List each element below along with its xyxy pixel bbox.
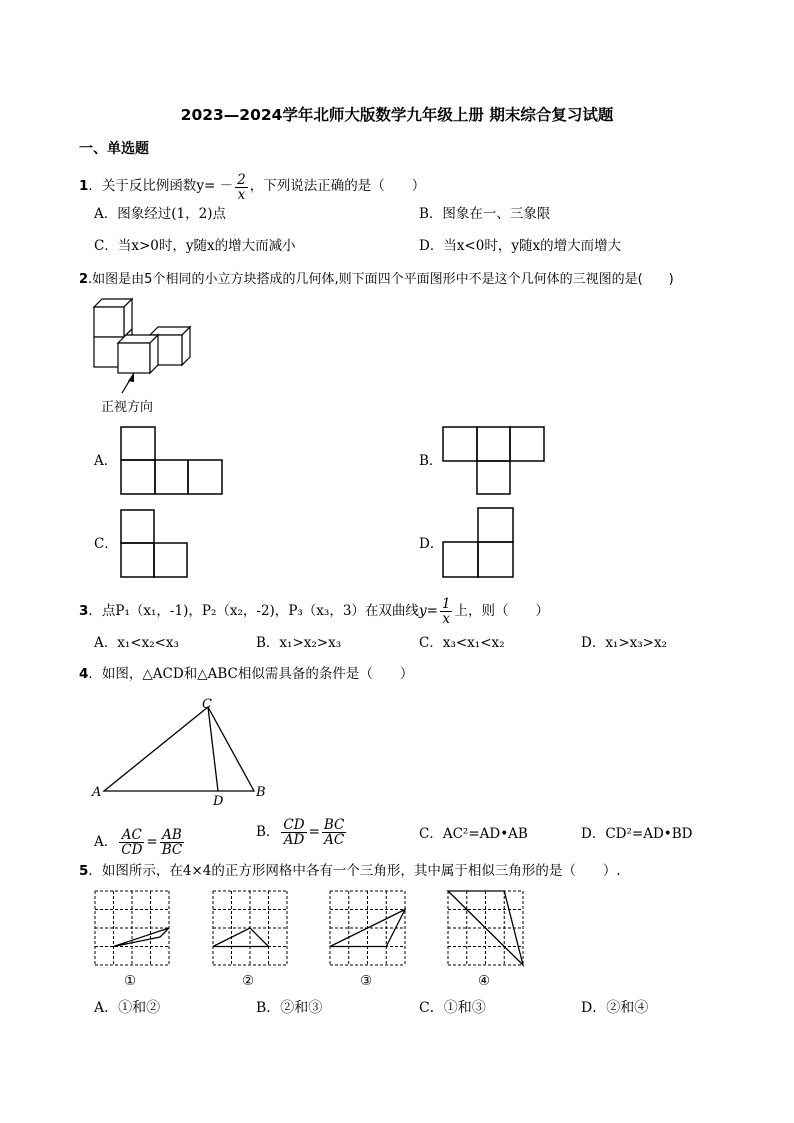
q4-option-a-left-fraction <box>119 828 144 857</box>
q1-frac-numerator: 2 <box>237 172 246 188</box>
q5-triangle-2 <box>213 928 269 947</box>
q4-point-c-label: C <box>202 697 212 712</box>
q5-grid-1-label: ① <box>124 973 137 989</box>
q4-option-c[interactable]: C．AC²=AD•AB <box>419 826 528 842</box>
question-2-stem <box>79 273 674 286</box>
question-3-number: 3 <box>79 603 89 620</box>
q1-option-c[interactable]: C．当x>0时，y随x的增大而减小 <box>94 238 296 254</box>
q2-option-d-figure[interactable] <box>442 507 516 579</box>
question-3-text-pre: ．点 <box>88 603 116 620</box>
q5-triangle-1 <box>114 928 170 947</box>
q4-segment-cd <box>208 707 218 791</box>
q4-option-b[interactable]: B． $\frac{CD}{AD}$ = $\frac{BC}{AC}$ <box>256 817 345 849</box>
question-3-text-post: 上，则（ ） <box>454 603 549 620</box>
q2-option-b-figure[interactable] <box>442 426 546 496</box>
question-4-stem <box>79 668 413 682</box>
q4-option-b-label: B． <box>256 824 280 841</box>
q4-option-a-right-fraction <box>160 828 185 857</box>
q4-b-right-den: AC <box>324 832 345 849</box>
q3-frac-numerator: 1 <box>441 596 451 612</box>
q2-option-c-label[interactable]: C． <box>94 536 118 552</box>
q3-option-b[interactable]: B．x₁>x₂>x₃ <box>256 635 342 651</box>
question-5-number: 5 <box>79 863 89 879</box>
page-title: 2023—2024学年北师大版数学九年级上册 期末综合复习试题 <box>180 106 614 124</box>
q4-point-d-label: D <box>213 794 224 809</box>
q4-option-b-right-fraction <box>322 818 347 847</box>
q4-option-d[interactable]: D．CD²=AD•BD <box>581 826 693 842</box>
q2-option-c-figure[interactable] <box>120 509 190 579</box>
q2-option-a-label[interactable]: A． <box>94 453 118 469</box>
q4-triangle-abc <box>104 707 254 791</box>
q4-point-b-label: B <box>256 785 266 800</box>
q5-grid-2 <box>212 890 288 968</box>
q4-option-b-left-fraction <box>281 818 306 847</box>
q2-option-a-figure[interactable] <box>120 426 224 496</box>
q3-text-mid: 在双曲线 <box>364 603 419 620</box>
question-1-stem: 1．关于反比例函数y= － $\frac{2}{x}$ ，下列说法正确的是（ ） <box>79 172 426 204</box>
q5-option-c[interactable]: C．①和③ <box>419 1000 486 1016</box>
q5-option-d[interactable]: D．②和④ <box>581 1000 649 1016</box>
q4-a-left-num: AC <box>119 828 144 843</box>
q3-option-d[interactable]: D．x₁>x₃>x₂ <box>581 635 668 651</box>
q4-b-left-den: AD <box>283 832 305 849</box>
question-1-number: 1 <box>79 178 89 195</box>
q2-option-d-label[interactable]: D． <box>419 536 444 552</box>
section-heading: 一、单选题 <box>79 141 149 157</box>
q3-option-c[interactable]: C．x₃<x₁<x₂ <box>419 635 505 651</box>
q5-grid-2-label: ② <box>242 973 255 989</box>
q2-option-b-label[interactable]: B． <box>419 453 443 469</box>
question-1-text-post: ，下列说法正确的是（ ） <box>249 178 426 195</box>
q3-point-p3: P₃（x₃，3） <box>288 603 365 620</box>
question-3-fraction <box>440 597 453 626</box>
question-4-number: 4 <box>79 666 89 682</box>
q3-frac-denominator: x <box>442 611 450 628</box>
q5-option-a[interactable]: A．①和② <box>94 1000 161 1016</box>
q3-point-p2: P₂（x₂，-2)， <box>201 603 289 620</box>
q5-grid-3 <box>329 890 407 968</box>
question-1-fraction <box>235 173 248 202</box>
q3-option-a[interactable]: A．x₁<x₂<x₃ <box>94 635 179 651</box>
q2-cubes <box>94 299 190 373</box>
q1-option-a[interactable]: A．图象经过(1，2)点 <box>94 206 226 222</box>
q1-option-b[interactable]: B．图象在一、三象限 <box>419 206 551 222</box>
q4-b-right-num: BC <box>323 817 345 833</box>
q2-cube-figure <box>90 295 200 405</box>
question-5-text: ．如图所示，在4×4的正方形网格中各有一个三角形，其中属于相似三角形的是（ ）. <box>88 863 621 879</box>
q4-a-left-den: CD <box>121 842 143 859</box>
q5-grid-4-label: ④ <box>478 973 491 989</box>
q2-front-direction-label: 正视方向 <box>101 400 154 415</box>
q5-grid-3-label: ③ <box>360 973 373 989</box>
q1-option-d[interactable]: D．当x<0时，y随x的增大而增大 <box>419 238 622 254</box>
q3-curve-y: y <box>418 603 427 620</box>
q4-a-right-num: AB <box>160 828 185 843</box>
q3-point-p1: P₁（x₁，-1)， <box>115 603 202 620</box>
question-2-text: .如图是由5个相同的小立方块搭成的几何体,则下面四个平面图形中不是这个几何体的三视图的是( ) <box>88 272 674 287</box>
q4-point-a-label: A <box>92 785 102 800</box>
q4-option-a-label: A． <box>94 834 118 851</box>
q4-b-left-num: CD <box>283 817 305 833</box>
question-1-text-pre: ．关于反比例函数y= <box>88 178 220 195</box>
q5-grid-1 <box>94 890 170 968</box>
q5-option-b[interactable]: B．②和③ <box>256 1000 323 1016</box>
q4-option-a[interactable]: A． $\frac{AC}{CD}$ = $\frac{AB}{BC}$ <box>94 827 183 859</box>
q4-a-right-den: BC <box>161 842 183 859</box>
q1-frac-denominator: x <box>237 187 246 204</box>
question-5-stem <box>79 865 621 879</box>
q5-grid-4 <box>447 890 525 968</box>
question-4-text: ．如图，△ACD和△ABC相似需具备的条件是（ ） <box>88 666 414 682</box>
question-3-stem: 3．点P₁（x₁，-1)，P₂（x₂，-2)，P₃（x₃，3）在双曲线y= $\frac{1}{x}$ 上，则（ ） <box>79 596 549 628</box>
q4-triangle-figure <box>90 695 280 810</box>
question-2-number: 2 <box>79 272 89 287</box>
